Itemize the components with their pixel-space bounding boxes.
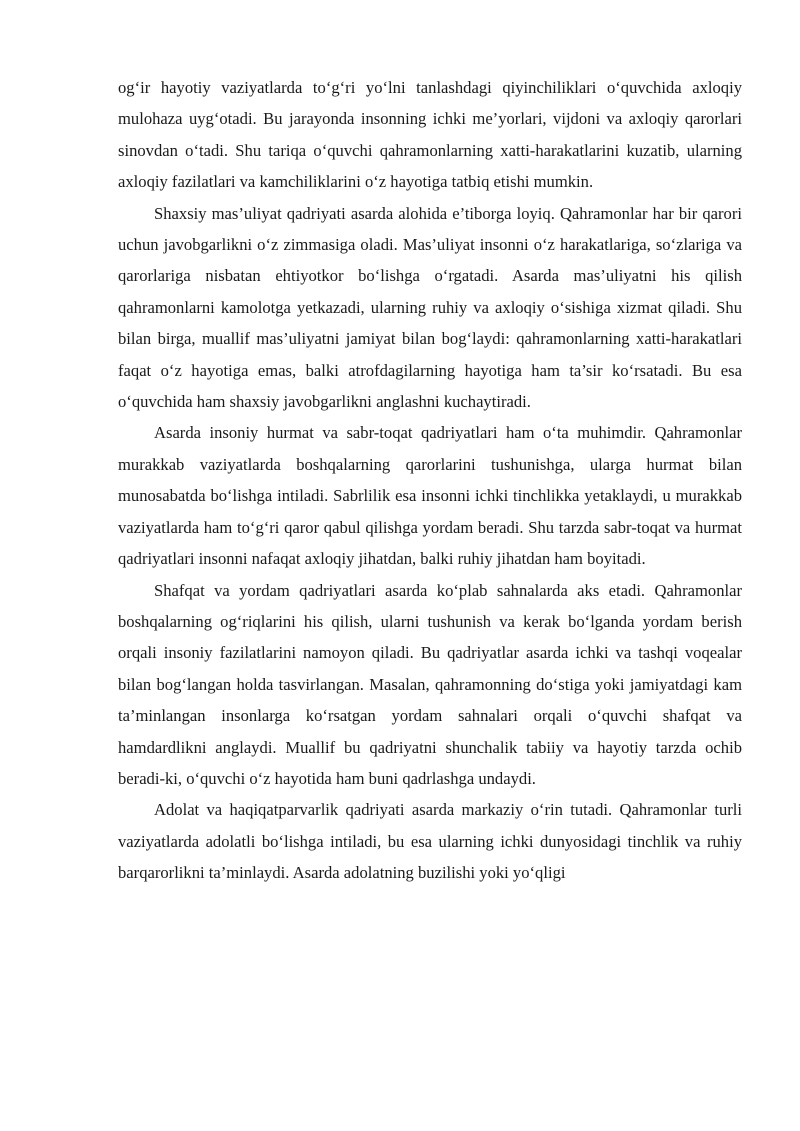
paragraph-continuation: og‘ir hayotiy vaziyatlarda to‘g‘ri yo‘lni tanlashdagi qiyinchiliklari o‘quvchida axloqiy mulohaza uyg‘otadi. Bu jarayonda insonning ichki me’yorlari, vijdoni va axloqiy qarorlari sinovdan o‘tadi. Shu tariqa o‘quvchi qahramonlarning xatti-harakatlarini kuzatib, ularning axloqiy fazilatlari va kamchiliklarini o‘z hayotiga tatbiq etishi mumkin. [118, 78, 742, 192]
paragraph-justice-truth: Adolat va haqiqatparvarlik qadriyati asarda markaziy o‘rin tutadi. Qahramonlar turli vaziyatlarda adolatli bo‘lishga intiladi, bu esa ularning ichki dunyosidagi tinchlik va ruhiy barqarorlikni ta’minlaydi. Asarda adolatning buzilishi yoki yo‘qligi [118, 800, 742, 883]
document-body [118, 72, 742, 889]
paragraph-respect-patience: Asarda insoniy hurmat va sabr-toqat qadriyatlari ham o‘ta muhimdir. Qahramonlar murakkab vaziyatlarda boshqalarning qarorlarini tushunishga, ularga hurmat bilan munosabatda bo‘lishga intiladi. Sabrlilik esa insonni ichki tinchlikka yetaklaydi, u murakkab vaziyatlarda ham to‘g‘ri qaror qabul qilishga yordam beradi. Shu tarzda sabr-toqat va hurmat qadriyatlari insonni nafaqat axloqiy jihatdan, balki ruhiy jihatdan ham boyitadi. [118, 423, 742, 569]
paragraph-personal-responsibility: Shaxsiy mas’uliyat qadriyati asarda alohida e’tiborga loyiq. Qahramonlar har bir qarori uchun javobgarlikni o‘z zimmasiga oladi. Mas’uliyat insonni o‘z harakatlariga, so‘zlariga va qarorlariga nisbatan ehtiyotkor bo‘lishga o‘rgatadi. Asarda mas’uliyatni his qilish qahramonlarni kamolotga yetkazadi, ularning ruhiy va axloqiy o‘sishiga xizmat qiladi. Shu bilan birga, muallif mas’uliyatni jamiyat bilan bog‘laydi: qahramonlarning xatti-harakatlari faqat o‘z hayotiga emas, balki atrofdagilarning hayotiga ham ta’sir ko‘rsatadi. Bu esa o‘quvchida ham shaxsiy javobgarlikni anglashni kuchaytiradi. [118, 203, 742, 412]
paragraph-compassion-help: Shafqat va yordam qadriyatlari asarda ko‘plab sahnalarda aks etadi. Qahramonlar boshqalarning og‘riqlarini his qilish, ularni tushunish va kerak bo‘lganda yordam berish orqali insoniy fazilatlarini namoyon qiladi. Bu qadriyatlar asarda ichki va tashqi voqealar bilan bog‘langan holda tasvirlangan. Masalan, qahramonning do‘stiga yoki jamiyatdagi kam ta’minlangan insonlarga ko‘rsatgan yordam sahnalari orqali o‘quvchi shafqat va hamdardlikni anglaydi. Muallif bu qadriyatni shunchalik tabiiy va hayotiy tarzda ochib beradi-ki, o‘quvchi o‘z hayotida ham buni qadrlashga undaydi. [118, 580, 742, 788]
